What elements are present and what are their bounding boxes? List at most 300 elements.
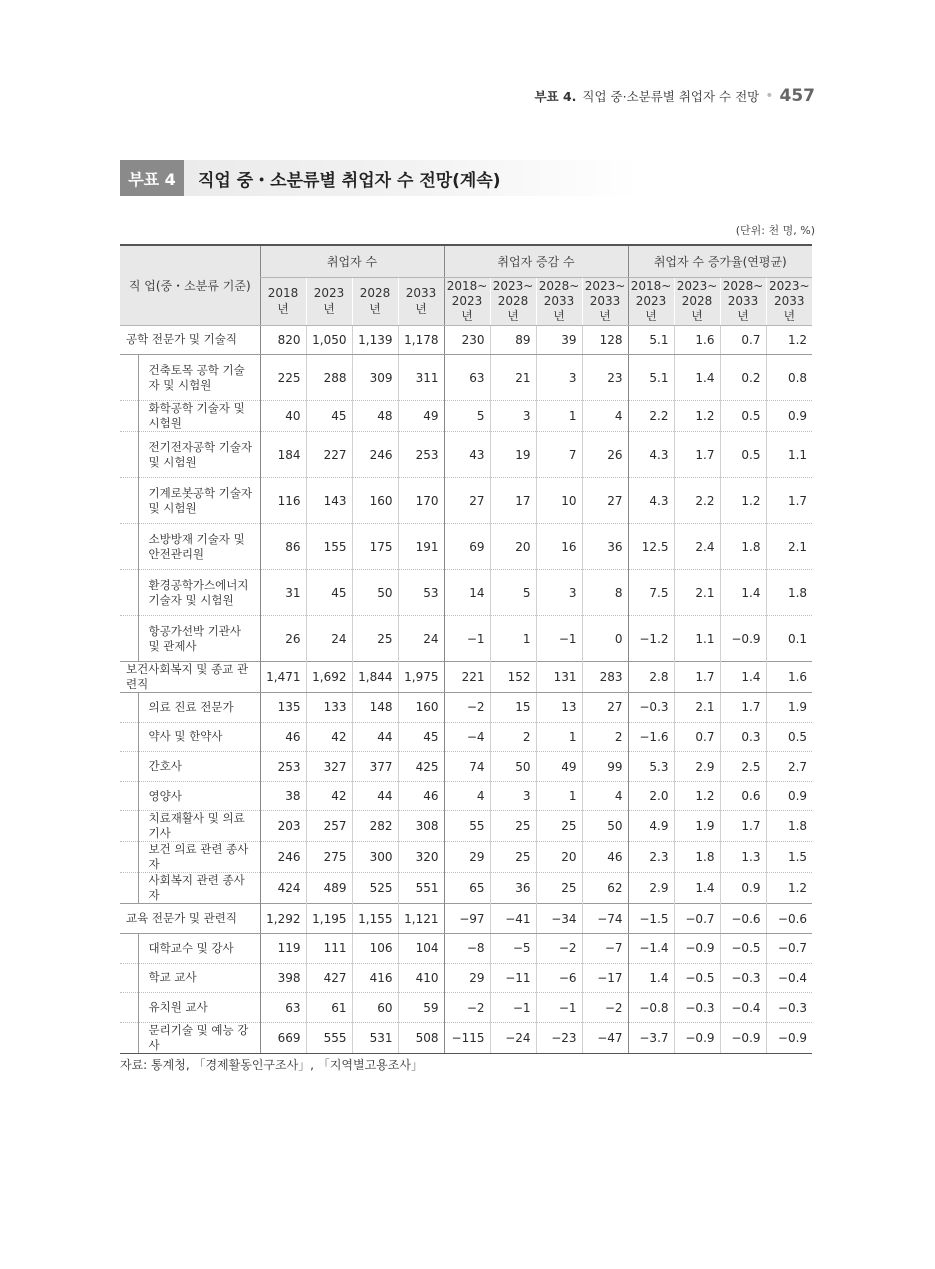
row-subcategory: 기계로봇공학 기술자 및 시험원 [138, 478, 260, 524]
row-category: 교육 전문가 및 관련직 [120, 904, 260, 934]
table-row [120, 616, 812, 662]
table-cell: 230 [444, 325, 490, 355]
header-year: 2018년 [260, 277, 306, 325]
table-cell: 53 [398, 570, 444, 616]
table-cell: 0.5 [720, 401, 766, 432]
table-row [120, 1022, 812, 1053]
table-cell: 160 [352, 478, 398, 524]
row-subcategory: 소방방재 기술자 및 안전관리원 [138, 524, 260, 570]
table-cell: 1,471 [260, 662, 306, 693]
table-cell: 288 [306, 355, 352, 401]
table-cell: 3 [536, 570, 582, 616]
table-cell: −0.9 [674, 934, 720, 964]
table-cell: 2.1 [674, 693, 720, 723]
header-period [490, 277, 536, 325]
header-period-start: 2023~ [676, 278, 718, 293]
table-cell: −0.9 [720, 1022, 766, 1053]
table-cell: 63 [444, 355, 490, 401]
row-category: 공학 전문가 및 기술직 [120, 325, 260, 355]
table-cell: 227 [306, 432, 352, 478]
table-cell: 1.2 [674, 781, 720, 811]
table-cell: 50 [582, 811, 628, 842]
table-cell: 1.1 [766, 432, 812, 478]
table-cell: 111 [306, 934, 352, 964]
table-cell: 10 [536, 478, 582, 524]
table-cell: 3 [490, 401, 536, 432]
table-cell: 410 [398, 963, 444, 993]
table-cell: 275 [306, 842, 352, 873]
table-cell: 1.1 [674, 616, 720, 662]
header-period-end: 2033년 [543, 293, 575, 323]
table-cell: 327 [306, 752, 352, 782]
table-cell: 40 [260, 401, 306, 432]
table-cell: 416 [352, 963, 398, 993]
table-cell: −2 [536, 934, 582, 964]
table-cell: 2.1 [766, 524, 812, 570]
table-cell: 1,178 [398, 325, 444, 355]
header-period [582, 277, 628, 325]
table-cell: −74 [582, 904, 628, 934]
table-cell: 1.4 [628, 963, 674, 993]
row-indent [120, 811, 138, 842]
header-period-start: 2018~ [446, 278, 488, 293]
employment-table [120, 244, 812, 1054]
table-cell: 46 [398, 781, 444, 811]
table-cell: −0.4 [766, 963, 812, 993]
table-cell: 4.3 [628, 478, 674, 524]
table-cell: 1 [536, 781, 582, 811]
header-period-start: 2028~ [538, 278, 580, 293]
table-cell: 1.8 [766, 811, 812, 842]
table-cell: 1.4 [674, 873, 720, 904]
table-cell: 246 [260, 842, 306, 873]
table-cell: 15 [490, 693, 536, 723]
table-cell: 26 [260, 616, 306, 662]
table-cell: 7 [536, 432, 582, 478]
table-cell: 424 [260, 873, 306, 904]
table-cell: 2.7 [766, 752, 812, 782]
table-cell: 170 [398, 478, 444, 524]
table-cell: 16 [536, 524, 582, 570]
table-cell: 820 [260, 325, 306, 355]
table-cell: 63 [260, 993, 306, 1023]
table-cell: 17 [490, 478, 536, 524]
row-subcategory: 약사 및 한약사 [138, 722, 260, 752]
table-cell: 25 [352, 616, 398, 662]
table-cell: 20 [536, 842, 582, 873]
table-cell: 2.2 [674, 478, 720, 524]
row-indent [120, 616, 138, 662]
table-cell: 1.4 [674, 355, 720, 401]
table-cell: 27 [444, 478, 490, 524]
table-cell: 50 [490, 752, 536, 782]
row-indent [120, 1022, 138, 1053]
table-cell: −97 [444, 904, 490, 934]
table-cell: 0.5 [766, 722, 812, 752]
table-title: 직업 중・소분류별 취업자 수 전망(계속) [198, 170, 501, 191]
table-cell: −0.5 [720, 934, 766, 964]
table-cell: 221 [444, 662, 490, 693]
row-category: 보건사회복지 및 종교 관련직 [120, 662, 260, 693]
table-cell: 1.2 [720, 478, 766, 524]
table-cell: 0.9 [766, 401, 812, 432]
table-cell: 4.3 [628, 432, 674, 478]
table-cell: 116 [260, 478, 306, 524]
row-subcategory: 문리기술 및 예능 강사 [138, 1022, 260, 1053]
table-cell: 5 [444, 401, 490, 432]
table-cell: −2 [582, 993, 628, 1023]
table-cell: 1,692 [306, 662, 352, 693]
table-cell: 1.9 [674, 811, 720, 842]
table-cell: −1.2 [628, 616, 674, 662]
table-cell: −17 [582, 963, 628, 993]
header-period-start: 2018~ [630, 278, 672, 293]
table-cell: −41 [490, 904, 536, 934]
table-cell: 26 [582, 432, 628, 478]
row-subcategory: 사회복지 관련 종사자 [138, 873, 260, 904]
row-indent [120, 781, 138, 811]
table-cell: 4.9 [628, 811, 674, 842]
table-row [120, 811, 812, 842]
table-cell: 2.9 [628, 873, 674, 904]
row-subcategory: 학교 교사 [138, 963, 260, 993]
table-cell: 46 [582, 842, 628, 873]
table-cell: 425 [398, 752, 444, 782]
header-occupation: 직 업(중・소분류 기준) [120, 245, 260, 325]
table-cell: 148 [352, 693, 398, 723]
unit-note: (단위: 천 명, %) [735, 224, 815, 237]
table-cell: −47 [582, 1022, 628, 1053]
table-cell: 24 [306, 616, 352, 662]
table-cell: 143 [306, 478, 352, 524]
table-cell: 1.7 [720, 693, 766, 723]
table-cell: 555 [306, 1022, 352, 1053]
table-cell: −0.9 [720, 616, 766, 662]
table-row [120, 355, 812, 401]
table-cell: 253 [398, 432, 444, 478]
table-cell: −7 [582, 934, 628, 964]
table-cell: 61 [306, 993, 352, 1023]
table-cell: 3 [536, 355, 582, 401]
source-note: 자료: 통계청, 「경제활동인구조사」, 「지역별고용조사」 [120, 1058, 423, 1072]
table-cell: 283 [582, 662, 628, 693]
table-cell: 1,975 [398, 662, 444, 693]
table-cell: 42 [306, 722, 352, 752]
table-cell: −1.4 [628, 934, 674, 964]
table-cell: −11 [490, 963, 536, 993]
table-cell: 86 [260, 524, 306, 570]
header-period-end: 2023년 [451, 293, 483, 323]
header-period-end: 2033년 [774, 293, 805, 323]
table-cell: 27 [582, 693, 628, 723]
table-cell: 152 [490, 662, 536, 693]
table-cell: 4 [444, 781, 490, 811]
table-cell: 309 [352, 355, 398, 401]
table-cell: 2.2 [628, 401, 674, 432]
row-indent [120, 993, 138, 1023]
table-cell: 311 [398, 355, 444, 401]
table-cell: 106 [352, 934, 398, 964]
header-period [444, 277, 490, 325]
row-indent [120, 693, 138, 723]
row-subcategory: 간호사 [138, 752, 260, 782]
table-cell: 99 [582, 752, 628, 782]
table-cell: 43 [444, 432, 490, 478]
table-cell: 1.8 [766, 570, 812, 616]
header-period-end: 2023년 [635, 293, 667, 323]
table-cell: 2.0 [628, 781, 674, 811]
table-cell: −1 [490, 993, 536, 1023]
table-cell: 36 [490, 873, 536, 904]
table-group-row [120, 325, 812, 355]
table-cell: 29 [444, 963, 490, 993]
table-cell: 5 [490, 570, 536, 616]
table-cell: 2.3 [628, 842, 674, 873]
header-period [536, 277, 582, 325]
table-cell: −0.7 [766, 934, 812, 964]
header-period-end: 2028년 [681, 293, 713, 323]
table-cell: 131 [536, 662, 582, 693]
row-indent [120, 570, 138, 616]
row-subcategory: 대학교수 및 강사 [138, 934, 260, 964]
table-cell: −1 [444, 616, 490, 662]
table-cell: −0.7 [674, 904, 720, 934]
table-cell: 1.8 [674, 842, 720, 873]
table-cell: 44 [352, 781, 398, 811]
header-period-start: 2028~ [722, 278, 764, 293]
header-year: 2023년 [306, 277, 352, 325]
table-cell: 551 [398, 873, 444, 904]
table-cell: 1.9 [766, 693, 812, 723]
table-cell: 0.9 [720, 873, 766, 904]
table-cell: 119 [260, 934, 306, 964]
table-cell: 525 [352, 873, 398, 904]
table-cell: 3 [490, 781, 536, 811]
table-cell: −2 [444, 993, 490, 1023]
table-cell: −0.3 [720, 963, 766, 993]
table-cell: 0.7 [674, 722, 720, 752]
table-cell: 253 [260, 752, 306, 782]
table-cell: 31 [260, 570, 306, 616]
table-title-bar [120, 160, 640, 196]
table-cell: 50 [352, 570, 398, 616]
table-cell: 155 [306, 524, 352, 570]
table-cell: −1 [536, 616, 582, 662]
table-cell: 1,844 [352, 662, 398, 693]
table-cell: 4 [582, 401, 628, 432]
header-period [628, 277, 674, 325]
row-indent [120, 478, 138, 524]
table-cell: 128 [582, 325, 628, 355]
table-cell: 0.1 [766, 616, 812, 662]
table-cell: −0.3 [628, 693, 674, 723]
table-cell: −2 [444, 693, 490, 723]
table-cell: 55 [444, 811, 490, 842]
table-cell: 2.9 [674, 752, 720, 782]
header-period-end: 2028년 [497, 293, 529, 323]
row-subcategory: 영양사 [138, 781, 260, 811]
table-cell: 1.8 [720, 524, 766, 570]
table-cell: 12.5 [628, 524, 674, 570]
table-cell: 38 [260, 781, 306, 811]
row-indent [120, 524, 138, 570]
table-cell: 320 [398, 842, 444, 873]
table-row [120, 401, 812, 432]
table-cell: 60 [352, 993, 398, 1023]
table-cell: 89 [490, 325, 536, 355]
table-row [120, 478, 812, 524]
header-year: 2033년 [398, 277, 444, 325]
table-cell: 59 [398, 993, 444, 1023]
table-cell: 1.6 [674, 325, 720, 355]
header-period [674, 277, 720, 325]
table-cell: 0.5 [720, 432, 766, 478]
table-cell: 20 [490, 524, 536, 570]
table-cell: 2.4 [674, 524, 720, 570]
table-cell: −24 [490, 1022, 536, 1053]
row-subcategory: 보건 의료 관련 종사자 [138, 842, 260, 873]
table-cell: 669 [260, 1022, 306, 1053]
table-cell: −0.6 [766, 904, 812, 934]
row-subcategory: 치료재활사 및 의료기사 [138, 811, 260, 842]
table-cell: 74 [444, 752, 490, 782]
table-row [120, 570, 812, 616]
header-year: 2028년 [352, 277, 398, 325]
table-group-row [120, 662, 812, 693]
row-indent [120, 722, 138, 752]
table-cell: 1.2 [674, 401, 720, 432]
row-indent [120, 432, 138, 478]
table-cell: 14 [444, 570, 490, 616]
table-cell: 1.2 [766, 873, 812, 904]
table-cell: 25 [536, 811, 582, 842]
running-header-title: 직업 중·소분류별 취업자 수 전망 [582, 89, 760, 104]
table-cell: −1.5 [628, 904, 674, 934]
table-cell: 1.5 [766, 842, 812, 873]
header-period-end: 2033년 [727, 293, 759, 323]
row-subcategory: 유치원 교사 [138, 993, 260, 1023]
table-cell: 1,050 [306, 325, 352, 355]
table-cell: 0.8 [766, 355, 812, 401]
table-cell: 508 [398, 1022, 444, 1053]
table-row [120, 993, 812, 1023]
row-indent [120, 401, 138, 432]
table-cell: −0.9 [766, 1022, 812, 1053]
row-subcategory: 의료 진료 전문가 [138, 693, 260, 723]
table-cell: −0.3 [766, 993, 812, 1023]
table-cell: −0.6 [720, 904, 766, 934]
table-cell: 398 [260, 963, 306, 993]
table-cell: 1.4 [720, 570, 766, 616]
table-cell: 5.3 [628, 752, 674, 782]
table-cell: 184 [260, 432, 306, 478]
row-indent [120, 355, 138, 401]
table-cell: 5.1 [628, 325, 674, 355]
table-cell: 1,292 [260, 904, 306, 934]
table-cell: 39 [536, 325, 582, 355]
table-cell: 25 [490, 811, 536, 842]
table-cell: −3.7 [628, 1022, 674, 1053]
table-cell: 62 [582, 873, 628, 904]
table-cell: −115 [444, 1022, 490, 1053]
row-subcategory: 항공가선박 기관사 및 관제사 [138, 616, 260, 662]
table-cell: 225 [260, 355, 306, 401]
table-cell: −0.8 [628, 993, 674, 1023]
row-subcategory: 건축토목 공학 기술자 및 시험원 [138, 355, 260, 401]
table-cell: 24 [398, 616, 444, 662]
table-cell: 13 [536, 693, 582, 723]
table-cell: 0.7 [720, 325, 766, 355]
header-period-start: 2023~ [768, 278, 810, 293]
row-indent [120, 752, 138, 782]
row-indent [120, 963, 138, 993]
table-cell: −34 [536, 904, 582, 934]
table-cell: 45 [398, 722, 444, 752]
bullet-icon: • [765, 88, 774, 104]
table-cell: 203 [260, 811, 306, 842]
running-header [534, 86, 815, 106]
table-cell: 2.5 [720, 752, 766, 782]
table-cell: 1.3 [720, 842, 766, 873]
table-cell: 1.4 [720, 662, 766, 693]
table-cell: 191 [398, 524, 444, 570]
table-cell: 308 [398, 811, 444, 842]
table-cell: 49 [398, 401, 444, 432]
table-cell: 175 [352, 524, 398, 570]
table-cell: 1.7 [720, 811, 766, 842]
table-cell: 160 [398, 693, 444, 723]
table-cell: −5 [490, 934, 536, 964]
table-cell: 489 [306, 873, 352, 904]
row-subcategory: 전기전자공학 기술자 및 시험원 [138, 432, 260, 478]
table-cell: 45 [306, 570, 352, 616]
table-cell: 104 [398, 934, 444, 964]
table-cell: 45 [306, 401, 352, 432]
table-cell: 21 [490, 355, 536, 401]
table-cell: 1.6 [766, 662, 812, 693]
table-cell: 246 [352, 432, 398, 478]
table-cell: 2.8 [628, 662, 674, 693]
table-cell: 23 [582, 355, 628, 401]
row-indent [120, 842, 138, 873]
table-group-row [120, 904, 812, 934]
table-cell: −0.5 [674, 963, 720, 993]
table-cell: −8 [444, 934, 490, 964]
table-cell: 135 [260, 693, 306, 723]
table-cell: 1 [536, 401, 582, 432]
header-period-end: 2033년 [589, 293, 621, 323]
table-cell: 19 [490, 432, 536, 478]
table-cell: 1.7 [674, 662, 720, 693]
table-row [120, 693, 812, 723]
table-cell: −4 [444, 722, 490, 752]
table-cell: −0.4 [720, 993, 766, 1023]
table-cell: 257 [306, 811, 352, 842]
table-cell: 427 [306, 963, 352, 993]
header-period-start: 2023~ [584, 278, 626, 293]
row-subcategory: 화학공학 기술자 및 시험원 [138, 401, 260, 432]
table-cell: 27 [582, 478, 628, 524]
table-cell: 42 [306, 781, 352, 811]
table-cell: 0.2 [720, 355, 766, 401]
table-cell: 5.1 [628, 355, 674, 401]
table-badge: 부표 4 [120, 160, 184, 196]
table-cell: 69 [444, 524, 490, 570]
header-period-start: 2023~ [492, 278, 534, 293]
table-cell: 65 [444, 873, 490, 904]
running-header-label: 부표 4. [534, 89, 577, 104]
table-row [120, 934, 812, 964]
